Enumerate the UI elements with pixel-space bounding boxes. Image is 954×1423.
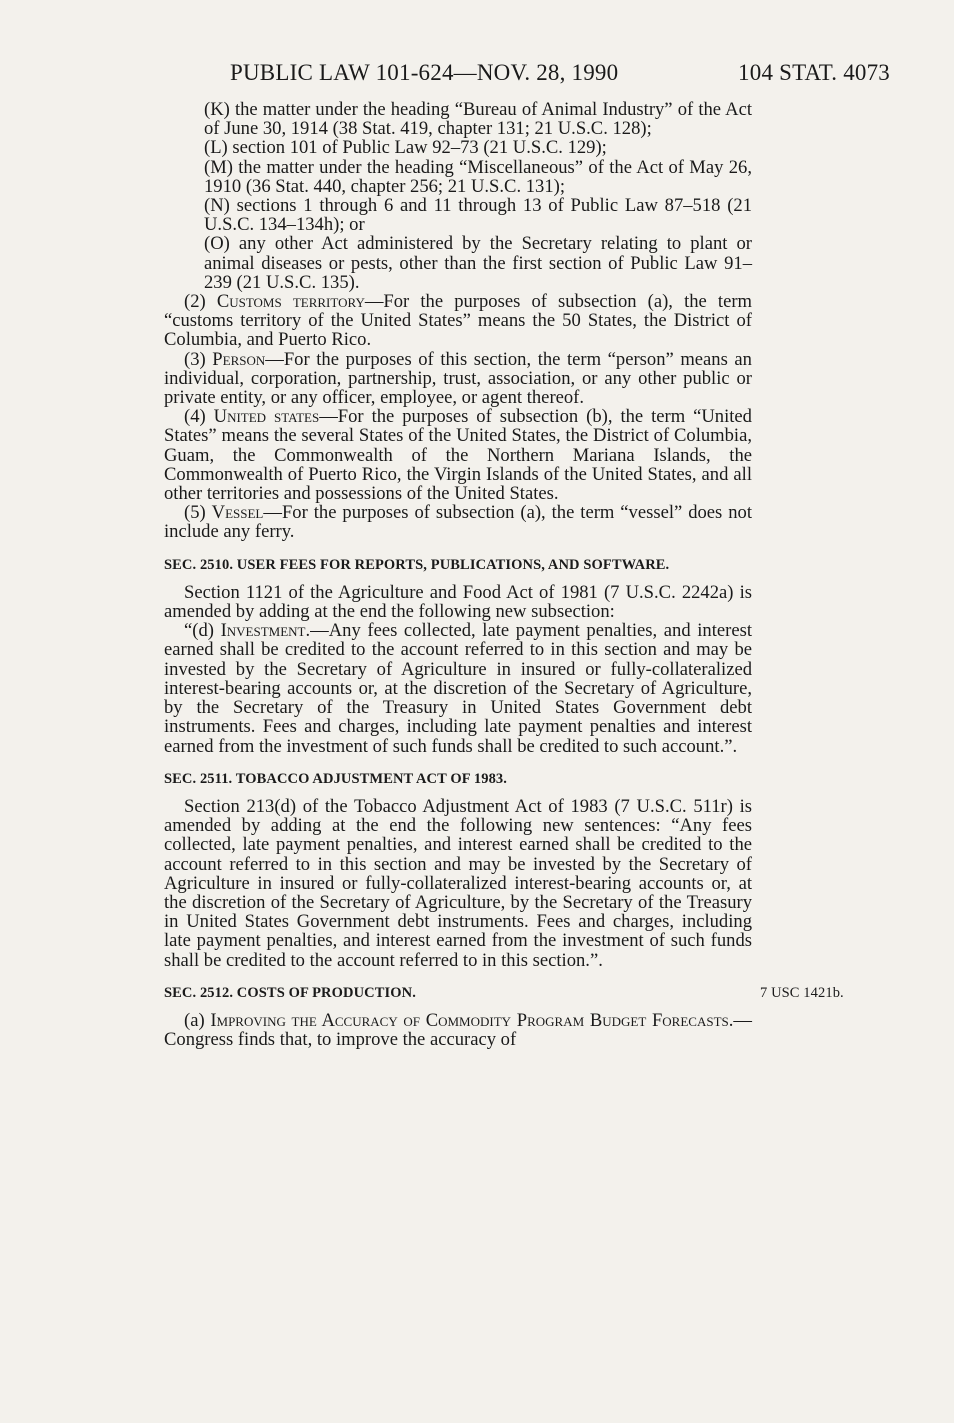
list-item-o: (O) any other Act administered by the Secretary relating to plant or animal diseases or pests, other than the first section of Public Law 91–239 (21 U.S.C. 135). (204, 233, 752, 293)
definition-united-states (164, 407, 752, 503)
definition-number: (5) (184, 502, 206, 524)
section-2510-intro: Section 1121 of the Agriculture and Food Act of 1981 (7 U.S.C. 2242a) is amended by adding at the end the following new subsection: (164, 581, 752, 623)
definition-term: Vessel (211, 502, 264, 524)
list-item-l: (L) section 101 of Public Law 92–73 (21 U.S.C. 129); (204, 137, 607, 159)
subsection-term: Investment (220, 620, 306, 642)
header-page-number: 104 STAT. 4073 (738, 60, 890, 85)
definition-term: United states (213, 406, 320, 428)
list-item-n: (N) sections 1 through 6 and 11 through 13 of Public Law 87–518 (21 U.S.C. 134–134h); or (204, 195, 752, 236)
section-2510-subsection-d (164, 621, 752, 755)
subsection-prefix: “(d) (184, 620, 221, 642)
definition-text: —For the purposes of subsection (b), the term “United States” means the several States of the United States, the District of Columbia, Guam, the Commonwealth of the Northern Mariana Islands, the Commonwealth of Puerto Rico, the Virgin Islands of the United States, and all other territories and possessions of the United States. (164, 406, 752, 505)
subsection-text: .—Any fees collected, late payment penalties, and interest earned shall be credited to the account referred to in this section and may be invested by the Secretary of Agriculture in insured or fully-collateralized interest-bearing accounts or, at the discretion of the Secretary of Agriculture, by the Secretary of the Treasury in United States Government debt instruments. Fees and charges, including late payment penalties and interest earned from the investment of such funds shall be credited to such account.”. (164, 620, 752, 757)
definition-term: Person (212, 348, 266, 370)
definition-text: —For the purposes of subsection (a), the term “customs territory of the United States” means the 50 States, the District of Columbia, and Puerto Rico. (164, 291, 752, 351)
definition-person (164, 350, 752, 408)
definition-number: (3) (184, 348, 206, 370)
section-heading-2511: SEC. 2511. TOBACCO ADJUSTMENT ACT OF 1983. (164, 770, 508, 787)
running-header (230, 60, 890, 96)
definition-vessel (164, 503, 752, 541)
section-heading-2512 (164, 984, 844, 1003)
list-item-m: (M) the matter under the heading “Miscellaneous” of the Act of May 26, 1910 (36 Stat. 440, chapter 256; 21 U.S.C. 131); (204, 156, 752, 197)
list-item-k: (K) the matter under the heading “Bureau of Animal Industry” of the Act of June 30, 1914 (38 Stat. 419, chapter 131; 21 U.S.C. 128); (204, 99, 752, 140)
subsection-term: Improving the Accuracy of Commodity Program Budget Forecasts (210, 1009, 729, 1031)
definition-text: —For the purposes of this section, the term “person” means an individual, corporation, partnership, trust, association, or any other public or private entity, or any officer, employee, or agent thereof. (164, 348, 752, 409)
section-2512-subsection-a (164, 1011, 752, 1049)
header-law-citation: PUBLIC LAW 101-624—NOV. 28, 1990 (230, 60, 619, 85)
section-heading-2510: SEC. 2510. USER FEES FOR REPORTS, PUBLICATIONS, AND SOFTWARE. (164, 556, 670, 573)
definition-customs-territory (164, 292, 752, 350)
body-text (164, 99, 844, 1051)
definition-number: (4) (184, 406, 206, 428)
section-heading-text: SEC. 2512. COSTS OF PRODUCTION. (164, 984, 416, 1001)
subsection-prefix: (a) (184, 1009, 211, 1031)
definition-number: (2) (184, 291, 206, 313)
margin-note: 7 USC 1421b. (760, 984, 844, 1001)
section-2511-text: Section 213(d) of the Tobacco Adjustment Act of 1983 (7 U.S.C. 511r) is amended by adding at the end the following new sentences: “Any fees collected, late payment penalties, and interest earned shall be credited to the account referred to in this section and may be invested by the Secretary of Agriculture in insured or fully-collateralized interest-bearing accounts or, at the discretion of the Secretary of Agriculture, by the Secretary of the Treasury in United States Government debt instruments. Fees and charges, including late payment penalties, and interest earned from the investment of such funds shall be credited to the account referred to in this section.”. (164, 795, 752, 971)
subsection-text: .—Congress finds that, to improve the accuracy of (164, 1009, 752, 1051)
definition-term: Customs territory (216, 291, 365, 313)
definition-text: —For the purposes of subsection (a), the term “vessel” does not include any ferry. (164, 502, 753, 543)
